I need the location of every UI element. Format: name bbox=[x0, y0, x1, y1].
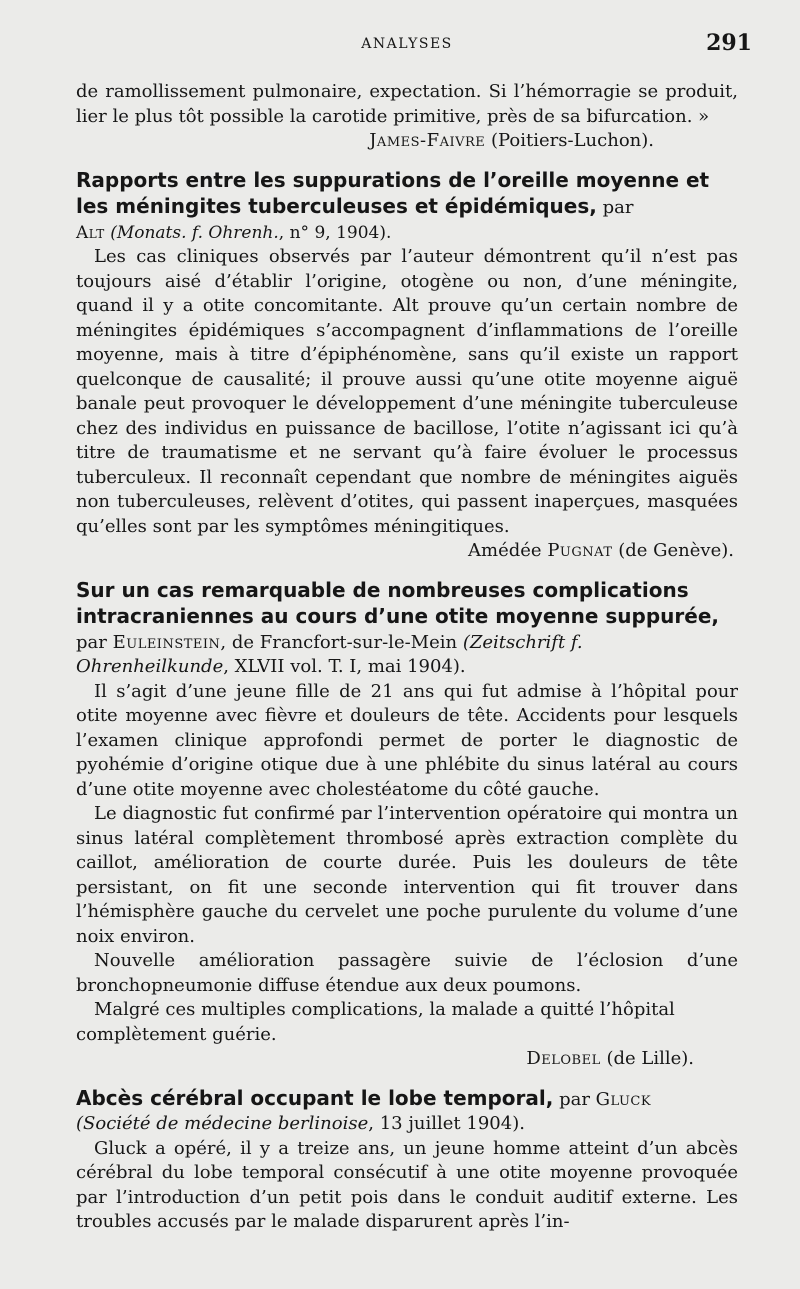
article-issue: , XLVII vol. T. I, mai 1904). bbox=[223, 656, 466, 677]
article-paragraph: Il s’agit d’une jeune fille de 21 ans qui fut admise à l’hôpital pour otite moyenne avec fièvre et douleurs de tête. Accidents pour lesquels l’examen clinique approfondi permet de porter le diagnostic de pyohémie d’origine otique due à une phlébite du sinus latéral au cours d’une otite moyenne avec cholestéatome du côté gauche. bbox=[76, 680, 738, 800]
article-by: par bbox=[559, 1088, 590, 1110]
article-paragraph: Malgré ces multiples complications, la malade a quitté l’hôpital complètement guérie. bbox=[76, 999, 675, 1045]
article-by: par bbox=[602, 197, 634, 218]
signature-first: Amédée bbox=[468, 540, 542, 561]
running-head bbox=[76, 30, 752, 64]
article-source: (Monats. f. Ohrenh. bbox=[110, 222, 279, 243]
article-heading-gluck bbox=[76, 1086, 738, 1137]
signature-name: Delobel bbox=[526, 1048, 601, 1069]
signature-place: (de Lille). bbox=[606, 1048, 694, 1069]
article-paragraph: Gluck a opéré, il y a treize ans, un jeune homme atteint d’un abcès cérébral du lobe temporal consécutif à une otite moyenne provoquée par l’introduction d’un petit pois dans le conduit auditif externe. Les troubles accusés par le malade disparurent après l’in- bbox=[76, 1137, 738, 1232]
signature-place: (de Genève). bbox=[618, 540, 734, 561]
article-heading-euleinstein bbox=[76, 578, 738, 680]
article-paragraph: Le diagnostic fut confirmé par l’intervention opératoire qui montra un sinus latéral complètement thrombosé après extraction complète du caillot, amélioration de courte durée. Puis les douleurs de tête persistant, on fit une seconde intervention qui fit trouver dans l’hémisphère gauche du cervelet une poche purulente du volume d’une noix environ. bbox=[76, 803, 738, 947]
signature-delobel bbox=[76, 1047, 694, 1072]
article-title: Sur un cas remarquable de nombreuses complications intracraniennes au cours d’une otite moyenne suppurée, bbox=[76, 577, 720, 628]
paragraph-with-signature bbox=[76, 998, 738, 1047]
article-title: Rapports entre les suppurations de l’oreille moyenne et les méningites tuberculeuses et épidémiques, bbox=[76, 167, 710, 218]
signature-pugnat bbox=[76, 539, 734, 564]
article-heading-alt bbox=[76, 168, 738, 246]
article-issue: , 13 juillet 1904). bbox=[368, 1113, 525, 1134]
article-citation bbox=[76, 223, 391, 243]
article-author: Gluck bbox=[595, 1088, 652, 1110]
signature-place: (Poitiers-Luchon). bbox=[491, 130, 654, 151]
running-title: ANALYSES bbox=[361, 36, 453, 52]
page-number: 291 bbox=[706, 30, 752, 56]
article-place: , de Francfort-sur-le-Mein bbox=[220, 631, 458, 653]
article-paragraph: Les cas cliniques observés par l’auteur démontrent qu’il n’est pas toujours aisé d’établir l’origine, otogène ou non, d’une méningite, quand il y a otite concomitante. Alt prouve qu’un certain nombre de méningites épidémiques s’accompagnent d’inflammations de l’oreille moyenne, mais à titre d’épiphénomène, sans qu’il existe un rapport quelconque de causalité; il prouve aussi qu’une otite moyenne aiguë banale peut provoquer le développement d’une méningite tuberculeuse chez des individus en puissance de bacillose, l’otite n’agissant ici qu’à titre de traumatisme et ne servant qu’à faire évoluer le processus tuberculeux. Il reconnaît cependant que nombre de méningites aiguës non tuberculeuses, relèvent d’otites, qui passent inaperçues, masquées qu’elles sont par les symptômes méningitiques. bbox=[76, 246, 738, 537]
article-title: Abcès cérébral occupant le lobe temporal, bbox=[76, 1085, 554, 1110]
signature-name: James-Faivre bbox=[369, 130, 486, 151]
article-by: par bbox=[76, 631, 107, 653]
article-source: (Société de médecine berlinoise bbox=[76, 1113, 369, 1134]
article-author: Euleinstein bbox=[112, 631, 221, 653]
continuation-paragraph: de ramollissement pulmonaire, expectation. Si l’hémorragie se produit, lier le plus tôt possible la carotide primitive, près de sa bifurcation. » bbox=[76, 81, 738, 127]
signature-name: Pugnat bbox=[547, 540, 613, 561]
article-author: Alt bbox=[76, 222, 105, 243]
article-issue: , n° 9, 1904). bbox=[278, 222, 392, 243]
signature-james-faivre bbox=[76, 129, 654, 154]
article-source: (Zeitschrift f. Ohrenheilkunde bbox=[76, 631, 583, 677]
article-paragraph: Nouvelle amélioration passagère suivie de l’éclosion d’une bronchopneumonie diffuse étendue aux deux poumons. bbox=[76, 950, 738, 996]
